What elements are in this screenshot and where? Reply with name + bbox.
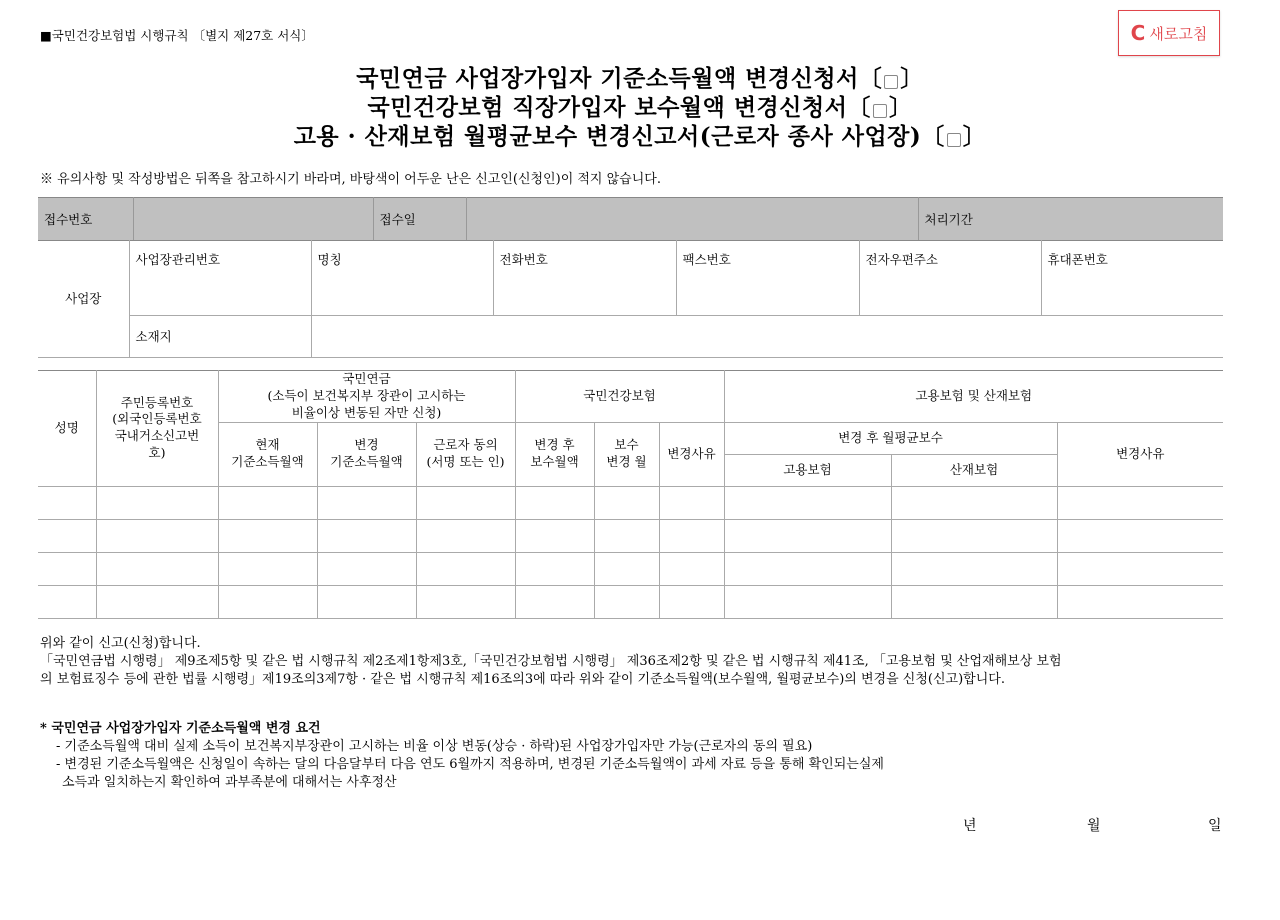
title-bracket: 〕 <box>900 65 924 92</box>
receipt-table <box>38 197 1223 241</box>
table-row <box>38 486 1223 519</box>
table-cell[interactable] <box>659 519 724 552</box>
col-line: 기준소득월액 <box>231 454 304 470</box>
workplace-table <box>38 240 1223 358</box>
col-id-number <box>96 371 218 487</box>
table-cell[interactable] <box>1057 585 1223 618</box>
col-group-pension <box>218 371 515 423</box>
workplace-phone-field[interactable] <box>493 240 676 315</box>
col-line: 보수 <box>614 437 639 453</box>
col-line: 현재 <box>255 437 280 453</box>
col-line: 변경 후 <box>534 437 575 453</box>
workplace-email-label: 전자우편주소 <box>865 252 938 267</box>
table-row <box>38 552 1223 585</box>
table-cell[interactable] <box>659 552 724 585</box>
col-employment-insurance: 고용보험 <box>724 454 891 486</box>
requirements-item: 소득과 일치하는지 확인하여 과부족분에 대해서는 사후정산 <box>62 775 397 790</box>
col-after-monthly-pay <box>515 422 594 486</box>
title-bracket: 〕 <box>962 123 987 150</box>
col-employment-reason: 변경사유 <box>1057 422 1223 486</box>
col-pension-line: 비율이상 변동된 자만 신청) <box>291 404 442 420</box>
title-line-employment <box>0 118 1280 151</box>
table-cell[interactable] <box>317 486 416 519</box>
table-cell[interactable] <box>317 552 416 585</box>
table-cell[interactable] <box>38 552 96 585</box>
col-line: 보수월액 <box>530 454 579 470</box>
title-text: 국민건강보험 직장가입자 보수월액 변경신청서〔 <box>367 94 871 121</box>
table-cell[interactable] <box>218 585 317 618</box>
declaration-line: 의 보험료징수 등에 관한 법률 시행령」제19조의3제7항 · 같은 법 시행규칙 제16조의3에 따라 위와 같이 기준소득월액(보수월액, 월평균보수)의 변경을 신청(신고)합니다. <box>40 672 1005 687</box>
receipt-no-field <box>133 198 373 241</box>
col-line: 변경 <box>354 437 379 453</box>
table-cell[interactable] <box>1057 486 1223 519</box>
table-cell[interactable] <box>1057 552 1223 585</box>
table-cell[interactable] <box>891 552 1057 585</box>
table-cell[interactable] <box>317 585 416 618</box>
col-line: (서명 또는 인) <box>426 454 505 470</box>
workplace-mgmt-no-label: 사업장관리번호 <box>135 252 221 267</box>
table-row <box>38 519 1223 552</box>
col-group-health: 국민건강보험 <box>515 371 724 423</box>
receipt-date-label: 접수일 <box>373 198 466 241</box>
table-cell[interactable] <box>724 585 891 618</box>
table-cell[interactable] <box>515 585 594 618</box>
table-cell[interactable] <box>38 486 96 519</box>
table-cell[interactable] <box>96 585 218 618</box>
workplace-name-field[interactable] <box>311 240 493 315</box>
table-cell[interactable] <box>416 519 515 552</box>
workplace-phone-label: 전화번호 <box>499 252 548 267</box>
table-cell[interactable] <box>659 486 724 519</box>
declaration-line: 위와 같이 신고(신청)합니다. <box>40 636 201 651</box>
table-cell[interactable] <box>891 585 1057 618</box>
workplace-fax-field[interactable] <box>676 240 859 315</box>
table-cell[interactable] <box>891 486 1057 519</box>
workplace-mobile-label: 휴대폰번호 <box>1047 252 1108 267</box>
table-cell[interactable] <box>515 552 594 585</box>
title-bracket: 〕 <box>888 94 913 121</box>
table-cell[interactable] <box>594 486 659 519</box>
date-year-label: 년 <box>963 818 977 834</box>
refresh-icon: C <box>1130 21 1146 45</box>
workplace-email-field[interactable] <box>859 240 1041 315</box>
workplace-name-label: 명칭 <box>317 252 342 267</box>
col-pension-line: (소득이 보건복지부 장관이 고시하는 <box>267 387 466 403</box>
col-name: 성명 <box>38 371 96 487</box>
col-health-reason: 변경사유 <box>659 422 724 486</box>
table-cell[interactable] <box>218 486 317 519</box>
table-cell[interactable] <box>38 585 96 618</box>
title-text: 고용 · 산재보험 월평균보수 변경신고서(근로자 종사 사업장)〔 <box>293 123 945 150</box>
col-changed-income <box>317 422 416 486</box>
refresh-button-label: 새로고침 <box>1149 24 1208 43</box>
refresh-button[interactable] <box>1118 10 1220 56</box>
title-text: 국민연금 사업장가입자 기준소득월액 변경신청서〔 <box>356 65 883 92</box>
form-reference: ■국민건강보험법 시행규칙 〔별지 제27호 서식〕 <box>40 28 314 43</box>
table-cell[interactable] <box>724 486 891 519</box>
table-cell[interactable] <box>416 552 515 585</box>
col-group-employment: 고용보험 및 산재보험 <box>724 371 1223 423</box>
col-id-line: 주민등록번호 <box>120 394 194 410</box>
receipt-no-label: 접수번호 <box>38 198 133 241</box>
pension-checkbox[interactable] <box>884 75 898 89</box>
col-line: 근로자 동의 <box>433 437 498 453</box>
table-cell[interactable] <box>96 486 218 519</box>
col-id-line: (외국인등록번호 <box>112 411 202 427</box>
workplace-mobile-field[interactable] <box>1041 240 1223 315</box>
table-cell[interactable] <box>96 519 218 552</box>
pension-requirements <box>40 720 884 792</box>
requirements-heading: * 국민연금 사업장가입자 기준소득월액 변경 요건 <box>40 721 321 736</box>
col-current-income <box>218 422 317 486</box>
col-line: 기준소득월액 <box>330 454 403 470</box>
table-cell[interactable] <box>659 585 724 618</box>
members-table <box>38 370 1223 619</box>
col-id-line: 국내거소신고번 <box>114 428 200 444</box>
declaration-line: 「국민연금법 시행령」 제9조제5항 및 같은 법 시행규칙 제2조제1항제3호,「국민건강보험법 시행령」 제36조제2항 및 같은 법 시행규칙 제41조, 「고용보험 및 산업재해보상 보험 <box>40 654 1062 669</box>
col-pay-change-month <box>594 422 659 486</box>
table-cell[interactable] <box>594 585 659 618</box>
date-month-label: 월 <box>1087 818 1101 834</box>
health-checkbox[interactable] <box>873 104 887 118</box>
requirements-item: - 기준소득월액 대비 실제 소득이 보건복지부장관이 고시하는 비율 이상 변동(상승 · 하락)된 사업장가입자만 가능(근로자의 동의 필요) <box>56 739 813 754</box>
table-cell[interactable] <box>594 519 659 552</box>
requirements-item: - 변경된 기준소득월액은 신청일이 속하는 달의 다음달부터 다음 연도 6월까지 적용하며, 변경된 기준소득월액이 과세 자료 등을 통해 확인되는실제 <box>56 757 884 772</box>
employment-checkbox[interactable] <box>947 133 961 147</box>
table-cell[interactable] <box>317 519 416 552</box>
workplace-address-field[interactable] <box>311 315 1223 357</box>
col-worker-consent <box>416 422 515 486</box>
col-id-line: 호) <box>148 445 166 461</box>
workplace-section-label: 사업장 <box>38 240 129 357</box>
table-cell[interactable] <box>1057 519 1223 552</box>
table-cell[interactable] <box>594 552 659 585</box>
col-avg-pay-after: 변경 후 월평균보수 <box>724 422 1057 454</box>
table-cell[interactable] <box>218 519 317 552</box>
table-cell[interactable] <box>416 585 515 618</box>
table-cell[interactable] <box>218 552 317 585</box>
receipt-date-field <box>466 198 918 241</box>
col-industrial-insurance: 산재보험 <box>891 454 1057 486</box>
instruction-note: ※ 유의사항 및 작성방법은 뒤쪽을 참고하시기 바라며, 바탕색이 어두운 난은 신고인(신청인)이 적지 않습니다. <box>40 172 661 187</box>
col-line: 변경 월 <box>606 454 647 470</box>
workplace-address-label: 소재지 <box>129 315 311 357</box>
table-cell[interactable] <box>96 552 218 585</box>
table-cell[interactable] <box>515 519 594 552</box>
col-pension-line: 국민연금 <box>342 371 391 386</box>
table-cell[interactable] <box>891 519 1057 552</box>
declaration <box>40 635 1225 689</box>
table-cell[interactable] <box>416 486 515 519</box>
table-cell[interactable] <box>724 552 891 585</box>
table-row <box>38 585 1223 618</box>
table-cell[interactable] <box>724 519 891 552</box>
table-cell[interactable] <box>38 519 96 552</box>
workplace-mgmt-no-field[interactable] <box>129 240 311 315</box>
workplace-fax-label: 팩스번호 <box>682 252 731 267</box>
processing-period-label: 처리기간 <box>918 198 1223 241</box>
table-cell[interactable] <box>515 486 594 519</box>
date-day-label: 일 <box>1208 818 1222 834</box>
